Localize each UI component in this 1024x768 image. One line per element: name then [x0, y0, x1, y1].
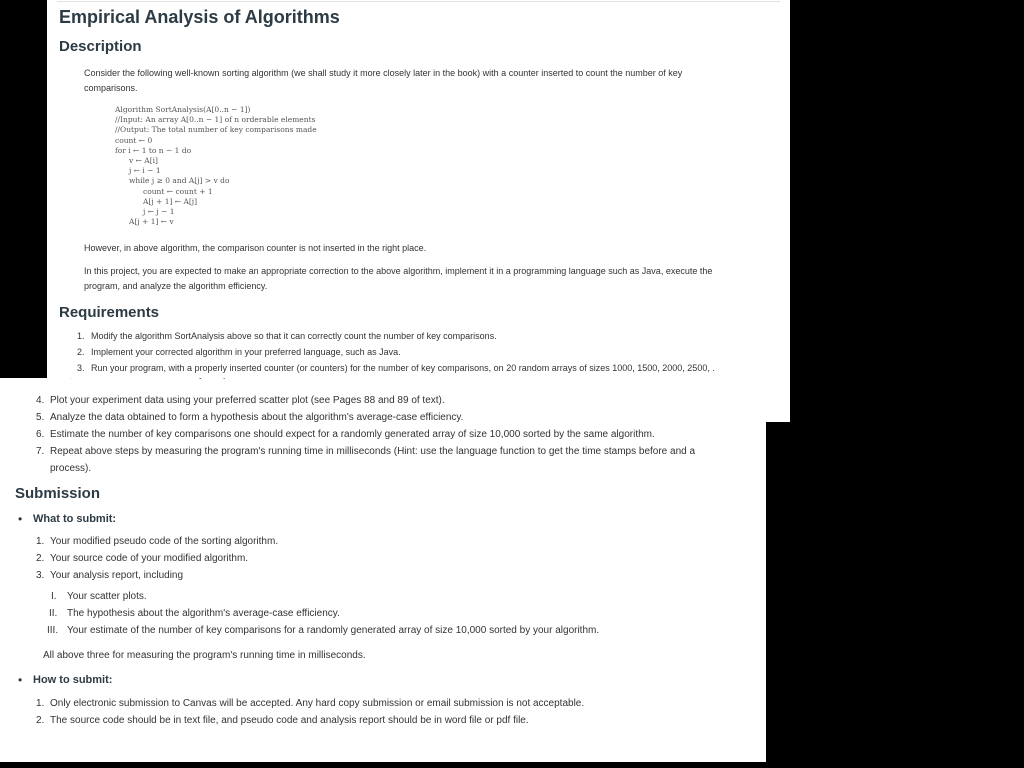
project-line: In this project, you are expected to make an appropriate correction to the above algorithm, implement it in a programming language such as Java, execute the	[84, 266, 713, 276]
intro-line: comparisons.	[84, 83, 138, 93]
algo-line: for i ← 1 to n − 1 do	[115, 145, 192, 155]
algo-line: count ← count + 1	[143, 186, 213, 196]
requirement-item	[77, 344, 715, 360]
item-number: 5.	[36, 412, 45, 423]
how-to-submit-heading: How to submit:	[33, 674, 113, 686]
what-to-submit-list	[36, 533, 279, 584]
requirement-item	[36, 409, 695, 426]
item-text: Run your program, with a properly inserted counter (or counters) for the number of key comparisons, on 20 random arrays of sizes 1000, 1500, 2000, 2500, .	[91, 363, 715, 373]
item-number: II.	[49, 608, 58, 619]
algo-line: while j ≥ 0 and A[j] > v do	[129, 176, 230, 186]
clipped-line	[50, 378, 310, 379]
algo-line: Algorithm SortAnalysis(A[0..n − 1])	[115, 105, 251, 114]
item-number: I.	[51, 591, 57, 602]
item-text: The source code should be in text file, and pseudo code and analysis report should be in word file or pdf file.	[50, 715, 529, 726]
item-text: Your source code of your modified algorithm.	[50, 553, 249, 564]
algo-line: //Output: The total number of key comparisons made	[115, 125, 317, 135]
item-number: III.	[47, 625, 59, 636]
item-number: 3.	[77, 363, 85, 373]
item-number: 3.	[36, 570, 45, 581]
requirement-item-continuation	[50, 460, 695, 477]
item-text: Plot your experiment data using your preferred scatter plot (see Pages 88 and 89 of text).	[50, 395, 445, 406]
item-text: Implement your corrected algorithm in your preferred language, such as Java.	[91, 347, 401, 357]
item-number: 1.	[77, 331, 85, 341]
algo-line: j ← i − 1	[129, 166, 161, 176]
submit-item	[36, 533, 279, 550]
item-number: 1.	[36, 698, 45, 709]
all-above-note: All above three for measuring the program's running time in milliseconds.	[43, 650, 366, 661]
algo-line: A[j + 1] ← v	[129, 217, 174, 227]
project-line: program, and analyze the algorithm efficiency.	[84, 281, 268, 291]
report-item	[51, 588, 599, 605]
item-text: Analyze the data obtained to form a hypothesis about the algorithm's average-case efficiency.	[50, 412, 464, 423]
clipped-text-fragment	[0, 378, 766, 385]
divider	[57, 1, 780, 2]
report-item	[47, 622, 600, 639]
requirements-list-continued	[36, 392, 696, 477]
item-number: 4.	[36, 395, 45, 406]
item-text: Your analysis report, including	[50, 570, 184, 581]
algorithm-pseudocode	[115, 105, 317, 227]
item-text: The hypothesis about the algorithm's average-case efficiency.	[67, 608, 340, 619]
item-text: Your estimate of the number of key comparisons for a randomly generated array of size 10,000 sorted by your algorithm.	[67, 625, 600, 636]
assignment-page-top	[47, 0, 790, 422]
submit-item	[36, 712, 584, 729]
what-to-submit-heading: What to submit:	[33, 513, 117, 525]
requirement-item	[36, 443, 696, 460]
requirement-item	[36, 392, 695, 409]
requirements-list	[77, 328, 715, 376]
description-heading: Description	[59, 38, 142, 55]
item-text: Your modified pseudo code of the sorting algorithm.	[50, 536, 279, 547]
comparison-note: However, in above algorithm, the comparison counter is not inserted in the right place.	[84, 243, 427, 253]
item-number: 6.	[36, 429, 45, 440]
report-contents-list	[47, 588, 600, 639]
bullet-icon: •	[18, 673, 23, 687]
item-number: 1.	[36, 536, 45, 547]
algo-line: v ← A[i]	[129, 156, 158, 166]
submission-heading: Submission	[15, 485, 101, 502]
intro-line: Consider the following well-known sorting algorithm (we shall study it more closely later in the book) with a counter inserted to count the number of key	[84, 68, 683, 78]
requirement-item	[36, 426, 695, 443]
item-text: Your scatter plots.	[67, 591, 147, 602]
requirement-item	[77, 360, 715, 376]
requirement-item	[77, 328, 715, 344]
submit-item	[36, 567, 278, 584]
item-number: 2.	[36, 553, 45, 564]
item-number: 2.	[36, 715, 45, 726]
how-to-submit-list	[36, 695, 585, 729]
item-text: Repeat above steps by measuring the program's running time in milliseconds (Hint: use the language function to get the time stamps before and a	[50, 446, 696, 457]
page-title: Empirical Analysis of Algorithms	[59, 7, 340, 27]
item-number: 2.	[77, 347, 85, 357]
bullet-icon: •	[18, 512, 23, 526]
assignment-page-bottom	[0, 378, 766, 762]
project-description	[84, 264, 712, 294]
item-number: 7.	[36, 446, 45, 457]
submit-item	[36, 695, 585, 712]
algo-line: count ← 0	[115, 135, 153, 145]
submit-item	[36, 550, 278, 567]
requirements-heading: Requirements	[59, 304, 160, 321]
item-text: process).	[50, 463, 92, 474]
item-text: Modify the algorithm SortAnalysis above so that it can correctly count the number of key comparisons.	[91, 331, 497, 341]
item-text: Only electronic submission to Canvas will be accepted. Any hard copy submission or email submission is not acceptable.	[50, 698, 585, 709]
algo-line: //Input: An array A[0..n − 1] of n orderable elements	[115, 115, 316, 125]
item-text: Estimate the number of key comparisons one should expect for a randomly generated array of size 10,000 sorted by the same algorithm.	[50, 429, 655, 440]
description-intro	[84, 66, 682, 96]
report-item	[49, 605, 599, 622]
algo-line: j ← j − 1	[143, 207, 175, 217]
algo-line: A[j + 1] ← A[j]	[143, 196, 198, 206]
